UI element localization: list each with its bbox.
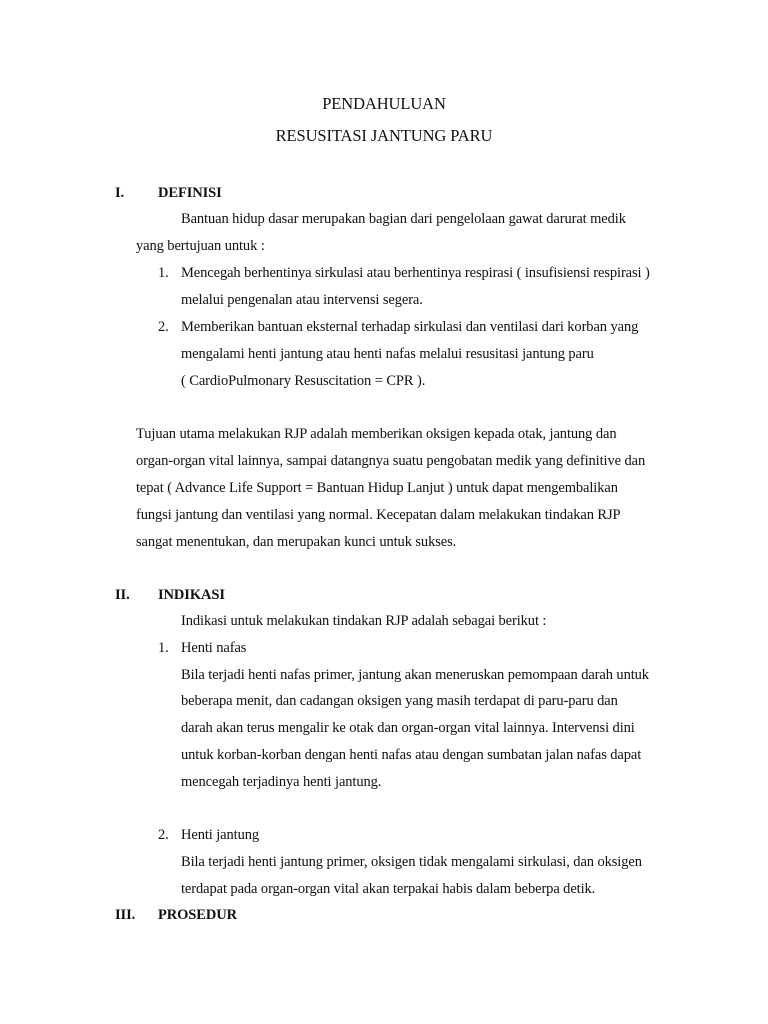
section-numeral: II. xyxy=(115,587,130,603)
list-item-label: Henti nafas xyxy=(181,640,247,656)
list-item-line: ( CardioPulmonary Resuscitation = CPR ). xyxy=(181,373,426,389)
list-item-line: Bila terjadi henti jantung primer, oksigen tidak mengalami sirkulasi, dan oksigen xyxy=(181,854,642,870)
list-item-line: mencegah terjadinya henti jantung. xyxy=(181,774,382,790)
paragraph-line: Bantuan hidup dasar merupakan bagian dari pengelolaan gawat darurat medik xyxy=(181,211,626,227)
document-subtitle: RESUSITASI JANTUNG PARU xyxy=(275,126,493,145)
list-number: 1. xyxy=(158,640,169,656)
paragraph-line: sangat menentukan, dan merupakan kunci untuk sukses. xyxy=(136,534,457,550)
document-title: PENDAHULUAN xyxy=(322,94,446,113)
list-item-line: beberapa menit, dan cadangan oksigen yang masih terdapat di paru-paru dan xyxy=(181,693,618,709)
section-numeral: I. xyxy=(115,185,125,201)
list-number: 2. xyxy=(158,827,169,843)
list-item-line: Memberikan bantuan eksternal terhadap sirkulasi dan ventilasi dari korban yang xyxy=(181,319,639,335)
section-heading: PROSEDUR xyxy=(158,907,237,923)
paragraph-line: tepat ( Advance Life Support = Bantuan Hidup Lanjut ) untuk dapat mengembalikan xyxy=(136,480,618,496)
section-numeral: III. xyxy=(115,907,136,923)
list-item-line: untuk korban-korban dengan henti nafas atau dengan sumbatan jalan nafas dapat xyxy=(181,747,642,763)
paragraph-line: organ-organ vital lainnya, sampai datangnya suatu pengobatan medik yang definitive dan xyxy=(136,453,646,469)
list-item-line: mengalami henti jantung atau henti nafas melalui resusitasi jantung paru xyxy=(181,346,594,362)
list-item-line: terdapat pada organ-organ vital akan terpakai habis dalam beberpa detik. xyxy=(181,881,596,897)
list-item-line: Bila terjadi henti nafas primer, jantung akan meneruskan pemompaan darah untuk xyxy=(181,667,649,683)
list-item-line: darah akan terus mengalir ke otak dan organ-organ vital lainnya. Intervensi dini xyxy=(181,720,635,736)
list-number: 2. xyxy=(158,319,169,335)
paragraph-line: yang bertujuan untuk : xyxy=(136,238,265,254)
list-item-line: Mencegah berhentinya sirkulasi atau berhentinya respirasi ( insufisiensi respirasi ) xyxy=(181,265,650,281)
section-heading: DEFINISI xyxy=(158,185,222,201)
list-item-label: Henti jantung xyxy=(181,827,260,843)
section-heading: INDIKASI xyxy=(158,587,225,603)
list-item-line: melalui pengenalan atau intervensi segera. xyxy=(181,292,423,308)
list-number: 1. xyxy=(158,265,169,281)
paragraph-line: Indikasi untuk melakukan tindakan RJP adalah sebagai berikut : xyxy=(181,613,547,629)
paragraph-line: Tujuan utama melakukan RJP adalah memberikan oksigen kepada otak, jantung dan xyxy=(136,426,617,442)
paragraph-line: fungsi jantung dan ventilasi yang normal. Kecepatan dalam melakukan tindakan RJP xyxy=(136,507,621,523)
